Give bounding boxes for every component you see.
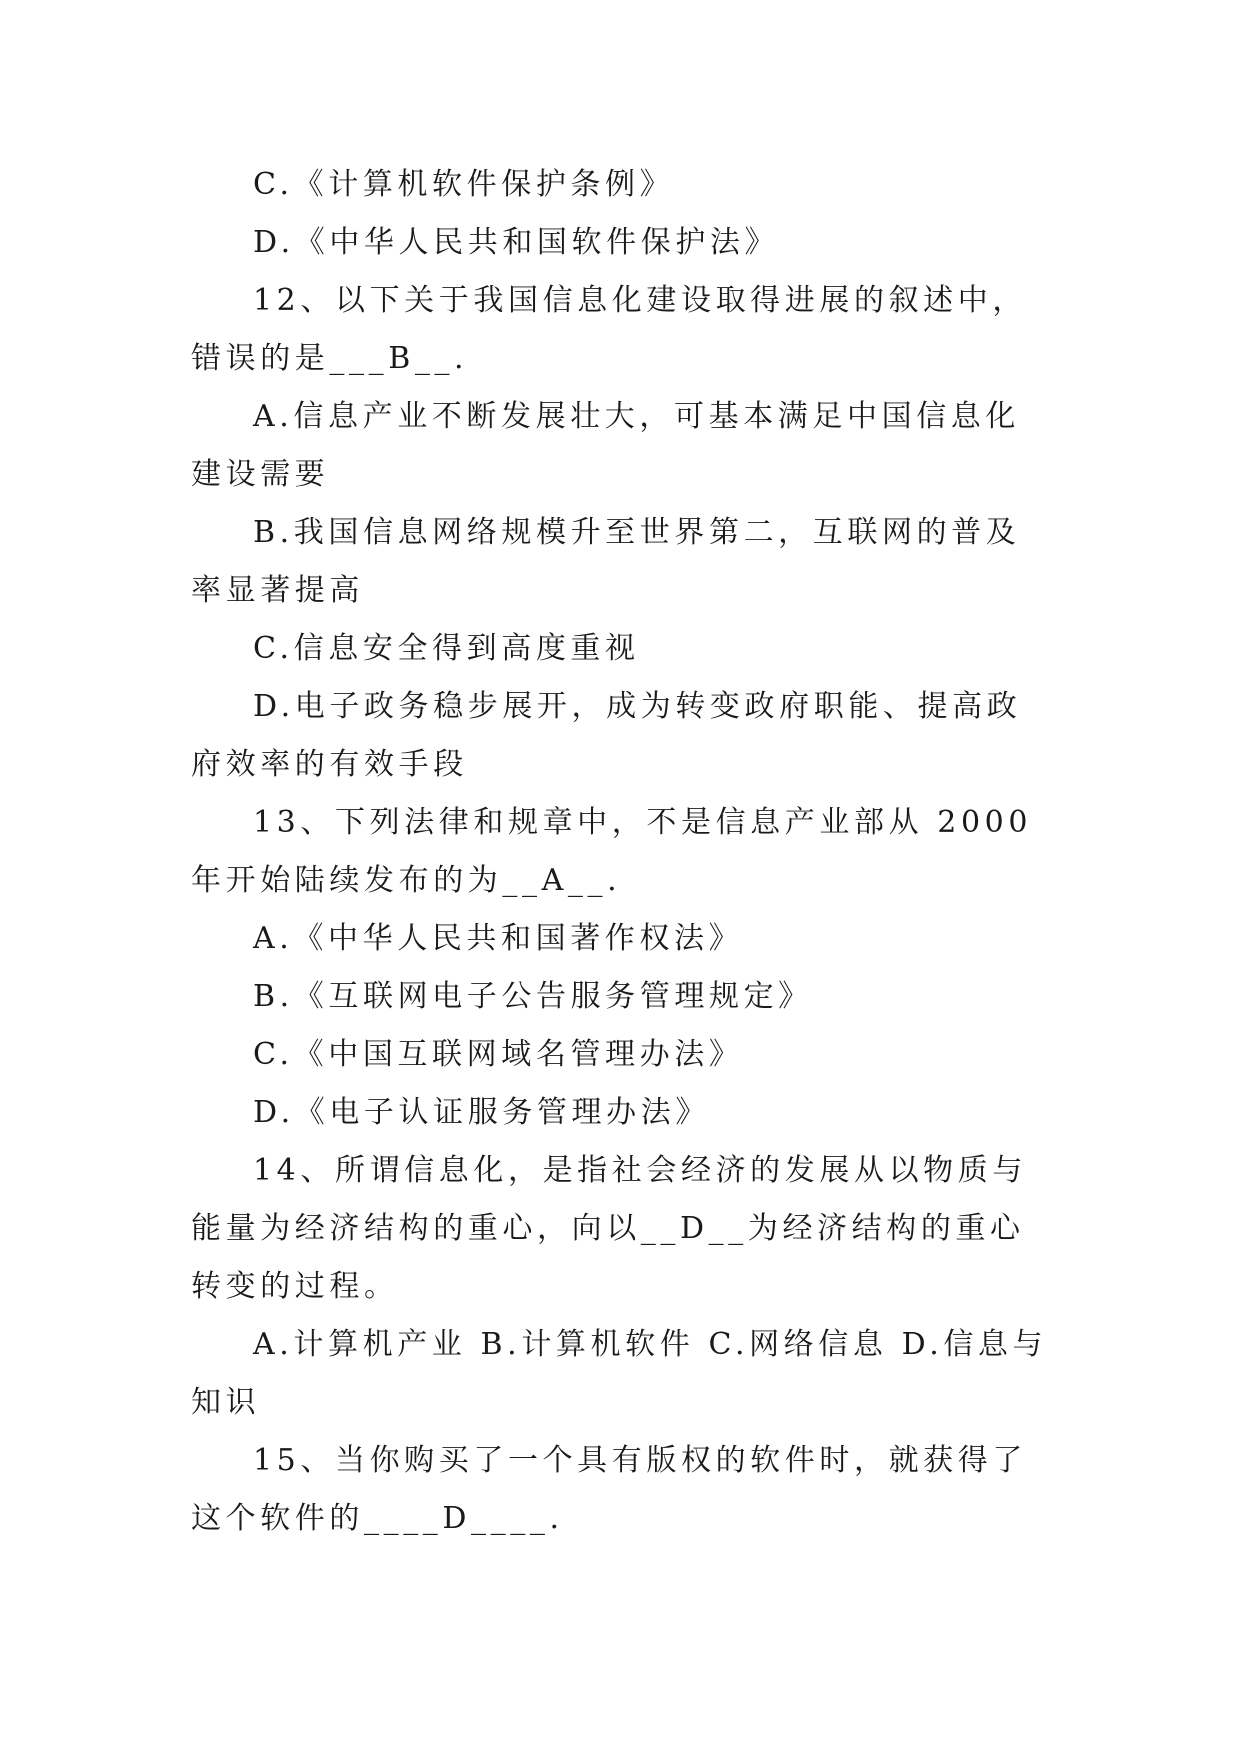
option-d-q12: D.电子政务稳步展开，成为转变政府职能、提高政府效率的有效手段 bbox=[191, 689, 1022, 782]
option-d-q11: D.《中华人民共和国软件保护法》 bbox=[253, 225, 780, 260]
question-14: 14、所谓信息化，是指社会经济的发展从以物质与能量为经济结构的重心，向以__D__为经济结构的重心转变的过程。 bbox=[191, 1153, 1027, 1304]
option-c-q13: C.《中国互联网域名管理办法》 bbox=[253, 1037, 744, 1072]
document-page bbox=[191, 156, 1051, 1548]
option-c-q11: C.《计算机软件保护条例》 bbox=[253, 167, 675, 202]
option-a-q12: A.信息产业不断发展壮大，可基本满足中国信息化建设需要 bbox=[191, 399, 1021, 492]
question-12: 12、以下关于我国信息化建设取得进展的叙述中，错误的是___B__. bbox=[191, 283, 1027, 376]
option-a-q13: A.《中华人民共和国著作权法》 bbox=[253, 921, 744, 956]
option-d-q13: D.《电子认证服务管理办法》 bbox=[253, 1095, 710, 1130]
option-b-q13: B.《互联网电子公告服务管理规定》 bbox=[253, 979, 813, 1014]
option-b-q12: B.我国信息网络规模升至世界第二，互联网的普及率显著提高 bbox=[191, 515, 1021, 608]
question-13: 13、下列法律和规章中，不是信息产业部从 2000 年开始陆续发布的为__A__. bbox=[191, 805, 1047, 898]
options-q14: A.计算机产业 B.计算机软件 C.网络信息 D.信息与知识 bbox=[191, 1327, 1048, 1420]
option-c-q12: C.信息安全得到高度重视 bbox=[253, 631, 640, 666]
question-15: 15、当你购买了一个具有版权的软件时，就获得了这个软件的____D____. bbox=[191, 1443, 1027, 1536]
